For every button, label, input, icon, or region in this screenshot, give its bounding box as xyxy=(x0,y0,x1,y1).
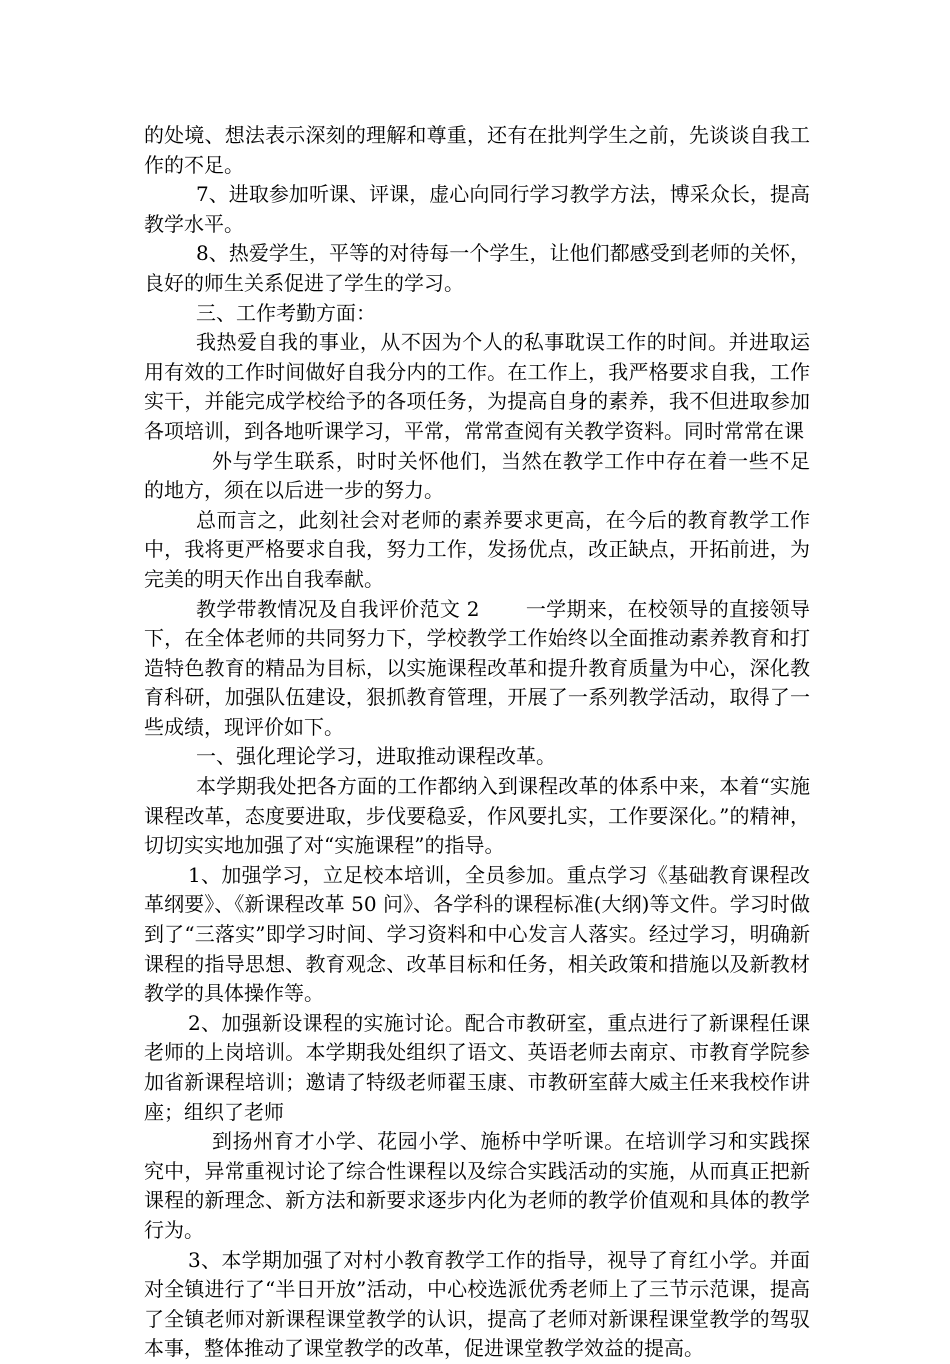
paragraph-item-2: 2、加强新设课程的实施讨论。配合市教研室，重点进行了新课程任课老师的上岗培训。本学期我处组织了语文、英语老师去南京、市教育学院参加省新课程培训；邀请了特级老师翟玉康、市教研室薛大威主任来我校作讲座；组织了老师 xyxy=(144,1010,810,1124)
paragraph-attendance: 我热爱自我的事业，从不因为个人的私事耽误工作的时间。并进取运用有效的工作时间做好自我分内的工作。在工作上，我严格要求自我，工作实干，并能完成学校给予的各项任务，为提高自身的素养，我不但进取参加各项培训，到各地听课学习，平常，常常查阅有关教学资料。同时常常在课 xyxy=(144,330,810,443)
section-heading-theory: 一、强化理论学习，进取推动课程改革。 xyxy=(196,744,556,769)
paragraph-item-8: 8、热爱学生，平等的对待每一个学生，让他们都感受到老师的关怀，良好的师生关系促进了学生的学习。 xyxy=(144,241,810,295)
document-body xyxy=(144,121,810,1364)
paragraph-item-1: 1、加强学习，立足校本培训，全员参加。重点学习《基础教育课程改革纲要》、《新课程改革 50 问》、各学科的课程标准(大纲)等文件。学习时做到了“三落实”即学习时间、学习资料和中心发言人落实。经过学习，明确新课程的指导思想、教育观念、改革目标和任务，相关政策和措施以及新教材教学的具体操作等。 xyxy=(144,862,810,1006)
paragraph-continuation: 的处境、想法表示深刻的理解和尊重，还有在批判学生之前，先谈谈自我工作的不足。 xyxy=(144,123,810,177)
paragraph-attendance-cont: 外与学生联系，时时关怀他们，当然在教学工作中存在着一些不足的地方，须在以后进一步的努力。 xyxy=(144,448,810,503)
section-heading-attendance: 三、工作考勤方面： xyxy=(196,300,376,325)
paragraph-item-3: 3、本学期加强了对村小教育教学工作的指导，视导了育红小学。并面对全镇进行了“半日开放”活动，中心校选派优秀老师上了三节示范课，提高了全镇老师对新课程课堂教学的认识，提高了老师对新课程课堂教学的驾驭本事，整体推动了课堂教学的改革，促进课堂教学效益的提高。 xyxy=(144,1247,810,1361)
paragraph-item-7: 7、进取参加听课、评课，虚心向同行学习教学方法，博采众长，提高教学水平。 xyxy=(144,182,810,236)
paragraph-reform: 本学期我处把各方面的工作都纳入到课程改革的体系中来，本着“实施课程改革，态度要进取，步伐要稳妥，作风要扎实，工作要深化。”的精神，切切实实地加强了对“实施课程”的指导。 xyxy=(144,774,810,858)
section-2-intro-text: 一学期来，在校领导的直接领导下，在全体老师的共同努力下，学校教学工作始终以全面推动素养教育和打造特色教育的精品为目标，以实施课程改革和提升教育质量为中心，深化教育科研，加强队伍建设，狠抓教育管理，开展了一系列教学活动，取得了一些成绩，现评价如下。 xyxy=(144,596,810,739)
paragraph-conclusion: 总而言之，此刻社会对老师的素养要求更高，在今后的教育教学工作中，我将更严格要求自我，努力工作，发扬优点，改正缺点，开拓前进，为完美的明天作出自我奉献。 xyxy=(144,507,810,591)
paragraph-item-2-cont: 到扬州育才小学、花园小学、施桥中学听课。在培训学习和实践探究中，异常重视讨论了综合性课程以及综合实践活动的实施，从而真正把新课程的新理念、新方法和新要求逐步内化为老师的教学价值观和具体的教学行为。 xyxy=(144,1129,810,1242)
paragraph-section-2-intro xyxy=(144,595,810,743)
section-2-heading: 教学带教情况及自我评价范文 2 xyxy=(196,596,480,621)
